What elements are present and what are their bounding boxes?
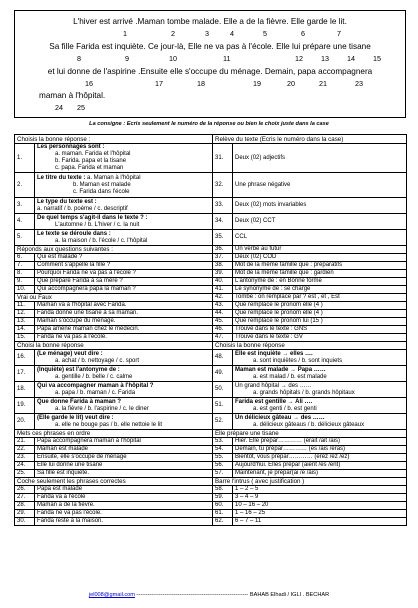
- order-22[interactable]: Maman est malade: [35, 446, 213, 454]
- releve-35[interactable]: CCL: [233, 230, 407, 246]
- statement-11[interactable]: Maman va à l'hôpital avec Farida.: [35, 302, 213, 310]
- question-6[interactable]: Qui est malade ?: [35, 254, 213, 262]
- statement-13[interactable]: Maman s'occupe du ménage.: [35, 318, 213, 326]
- conj-56[interactable]: Aujourd'hui. Elles prépar (aient /es /ent): [233, 462, 407, 470]
- question-19[interactable]: Que donne Farida à maman ? a. la fièvre / b. l'aspirine / c. le diner: [35, 398, 213, 414]
- passage-line-4: maman à l'hôpital.: [39, 91, 106, 100]
- question-2[interactable]: Le titre du texte : a. Maman à l'hôpital b. Maman est malade c. Farida dans l'école: [35, 173, 213, 198]
- intrus-62[interactable]: 6 – 7 – 11: [233, 518, 407, 526]
- sentence-27[interactable]: Farida va à l'école: [35, 494, 213, 502]
- intrus-59[interactable]: 3 – 4 – 9: [233, 494, 407, 502]
- section-head-choose: Choisis la bonne réponse :: [15, 135, 213, 144]
- question-49[interactable]: Maman est malade → Papa …… a. est malad / b. est malade: [233, 366, 407, 382]
- question-20[interactable]: (Elle garde le lit) veut dire : a. elle ne bouge pas / b. elle nettoie le lit: [35, 414, 213, 430]
- statement-14[interactable]: Papa amène maman chez le médecin.: [35, 326, 213, 334]
- question-16[interactable]: (Le ménage) veut dire : a. achat / b. nettoyage / c. sport: [35, 350, 213, 366]
- conj-54[interactable]: Demain, tu prépar………… (es /ais /eras): [233, 446, 407, 454]
- q-number: 1.: [15, 144, 35, 173]
- sentence-28[interactable]: Maman a de la fièvre.: [35, 502, 213, 510]
- intrus-61[interactable]: 1 – 16 – 25: [233, 510, 407, 518]
- footer: jel008@gmail.com ------------------------------------------------------------ BAHAB Elhadi / IGLI . BECHAR: [88, 592, 330, 598]
- author: BAHAB Elhadi / IGLI . BECHAR: [249, 592, 330, 598]
- passage-line-2: Sa fille Farida est inquiète. Ce jour-là, Elle ne va pas à l'école. Elle lui prépare une tisane: [49, 42, 371, 51]
- intrus-58[interactable]: 1 – 2 – 5: [233, 486, 407, 494]
- section-head-choice: Choisi la bonne réponse: [15, 342, 213, 350]
- question-52[interactable]: Un délicieux gâteau → des …… a. délicieux gâteaus / b. délicieux gâteaux: [233, 414, 407, 430]
- order-23[interactable]: Ensuite, elle s'occupe de ménage: [35, 454, 213, 462]
- order-25[interactable]: Sa fille est inquiète.: [35, 470, 213, 478]
- conj-57[interactable]: Maintenant, je prépar(ai /e /ais): [233, 470, 407, 478]
- question-7[interactable]: Comment s'appelle la fille ?: [35, 262, 213, 270]
- question-3[interactable]: Le type du texte est : a. narratif / b. poème / c. descriptif: [35, 198, 213, 214]
- question-50[interactable]: Un grand hôpital → des …… a. grands hôpitals / b. grands hôpitaux: [233, 382, 407, 398]
- email-link[interactable]: jel008@gmail.com: [88, 592, 135, 598]
- conj-53[interactable]: Hier. Elle prépar………… (erait /ait /ais): [233, 438, 407, 446]
- question-4[interactable]: De quel temps s'agit-il dans le texte ? : L'automne / b. L'hiver / c. la nuit: [35, 214, 213, 230]
- sentence-26[interactable]: Papa est malade: [35, 486, 213, 494]
- text-passage: L'hiver est arrivé .Maman tombe malade. Elle a de la fièvre. Elle garde le lit. 1 2 3 4 5 6 7 Sa fille Farida est inquiète. Ce jour-là, Elle ne va pas à l'école. Elle lui prépare une tisane 8 9 10 11 12 13 14 15 et lui donne de l'aspirine .Ensuite elle s'occupe du ménage. Demain, papa accompagnera 16 17 18 19 20 21 23 maman à l'hôpital. 24 25: [14, 10, 406, 118]
- passage-line-3: et lui donne de l'aspirine .Ensuite elle s'occupe du ménage. Demain, papa accompagnera: [47, 67, 373, 76]
- worksheet-table: Choisis la bonne réponse : Relève du texte (Ecris le numéro dans la case) 1. Les personnages sont : a. maman. Farida et l'hôpital b. Farida. papa et la tisane c. papa. Farida et maman 31. Deux (02) adjectifs 2. Le titre du texte : a. Maman à l'hôpital b. Maman est malade c. Farida dans l'école 32. Une phrase négative 3. Le type du texte est : a. narratif / b. poème / c. descriptif 33. Deux (02) mots invariables 4. De quel temps s'agit-il dans le texte ? : L'automne / b. L'hiver / c. la nuit 34. Deux (02) CCT 5. Le texte se déroule dans : a. la maison / b. l'école / c. l'hôpital 35. CCL Réponds aux questions suivantes : 36. Un verbe au futur 6. Qui est malade ? 37. Deux (02) COD 7. Comment s'appelle la fille ? 38. Mot de la même famille que : préparatifs 8. Pourquoi Farida ne va pas à l'école ? 39. Mot de la même famille que : gardien 9. Que prépare Farida à sa mère ? 40. L'antonyme de : en Bonne forme 10. Qui accompagnera papa la maman ? 41. Le synonyme de : se charge Vrai ou Faux 42. Tombe : on remplace par ? est , et , Est 11. Maman va à l'hôpital avec Farida. 43. Que remplace le pronom elle (4 ) 12. Farida donne une tisane à sa maman. 44. Que remplace le pronom elle (4 ) 13. Maman s'occupe du ménage. 45. Que remplace le pronom lui (15 ) 14. Papa amène maman chez le médecin. 46. Trouve dans le texte : GNS 15. Farida ne va pas à l'école. 47. Trouve dans le texte : GV Choisi la bonne réponse Choisis la bonne réponse 16. (Le ménage) veut dire : a. achat / b. nettoyage / c. sport 48. Elle est inquiète → elles …. a. sont inquiètes / b. sont inquiets 17. (Inquiète) est l'antonyme de : a. gentille / b. belle / c. calme 49. Maman est malade → Papa …… a. est malad / b. est malade 18. Qui va accompagner maman à l'hôpital ? a. papa / b. maman / c. Farida 50. Un grand hôpital → des …… a. grands hôpitals / b. grands hôpitaux 19. Que donne Farida à maman ? a. la fièvre / b. l'aspirine / c. le diner 51. Farida est gentille → Ali …. a. est genti / b. est genti 20. (Elle garde le lit) veut dire : a. elle ne bouge pas / b. elle nettoie le lit 52. Un délicieux gâteau → des …… a. délicieux gâteaus / b. délicieux gâteaux Mets ces phrases en ordre Elle prépare une tisane 21. Papa accompagnera maman à l'hôpital 53. Hier. Elle prépar………… (erait /ait /ais) 22. Maman est malade 54. Demain, tu prépar………… (es /ais /eras) 23. Ensuite, elle s'occupe de ménage 55. Bientôt, vous prépar………… (erez /ez /ez) 24. Elle lui donne une tisane 56. Aujourd'hui. Elles prépar (aient /es /ent) 25. Sa fille est inquiète. 57. Maintenant, je prépar(ai /e /ais) Coche seulement les phrases correctes Barre l'intrus ( avec justification ) 26. Papa est malade 58. 1 – 2 – 5 27. Farida va à l'école 59. 3 – 4 – 9 28. Maman a de la fièvre. 60. 10 – 16 – 20 29. Farida ne va pas l'école. 61. 1 – 16 – 25 30. Farida reste à la maison. 62. 6 – 7 – 11: [14, 134, 407, 526]
- question-1[interactable]: Les personnages sont : a. maman. Farida et l'hôpital b. Farida. papa et la tisane c. papa. Farida et maman: [35, 144, 213, 173]
- section-head-releve: Relève du texte (Ecris le numéro dans la case): [213, 135, 407, 144]
- releve-31[interactable]: Deux (02) adjectifs: [233, 144, 407, 173]
- statement-15[interactable]: Farida ne va pas à l'école.: [35, 334, 213, 342]
- question-48[interactable]: Elle est inquiète → elles …. a. sont inquiètes / b. sont inquiets: [233, 350, 407, 366]
- intrus-60[interactable]: 10 – 16 – 20: [233, 502, 407, 510]
- section-head-choice-right: Choisis la bonne réponse: [213, 342, 407, 350]
- releve-33[interactable]: Deux (02) mots invariables: [233, 198, 407, 214]
- section-head-truefalse: Vrai ou Faux: [15, 294, 213, 302]
- passage-line-1: L'hiver est arrivé .Maman tombe malade. Elle a de la fièvre. Elle garde le lit.: [73, 17, 347, 26]
- question-5[interactable]: Le texte se déroule dans : a. la maison / b. l'école / c. l'hôpital: [35, 230, 213, 246]
- order-21[interactable]: Papa accompagnera maman à l'hôpital: [35, 438, 213, 446]
- conj-55[interactable]: Bientôt, vous prépar………… (erez /ez /ez): [233, 454, 407, 462]
- section-head-order: Mets ces phrases en ordre: [15, 430, 213, 438]
- question-17[interactable]: (Inquiète) est l'antonyme de : a. gentille / b. belle / c. calme: [35, 366, 213, 382]
- statement-12[interactable]: Farida donne une tisane à sa maman.: [35, 310, 213, 318]
- section-head-intrus: Barre l'intrus ( avec justification ): [213, 478, 407, 486]
- releve-32[interactable]: Une phrase négative: [233, 173, 407, 198]
- order-24[interactable]: Elle lui donne une tisane: [35, 462, 213, 470]
- question-9[interactable]: Que prépare Farida à sa mère ?: [35, 278, 213, 286]
- sentence-29[interactable]: Farida ne va pas l'école.: [35, 510, 213, 518]
- sentence-30[interactable]: Farida reste à la maison.: [35, 518, 213, 526]
- section-head-check: Coche seulement les phrases correctes: [15, 478, 213, 486]
- section-head-answer: Réponds aux questions suivantes :: [15, 246, 213, 254]
- instruction: La consigne : Ecris seulement le numéro de la réponse ou bien le choix juste dans la case: [89, 121, 329, 127]
- question-51[interactable]: Farida est gentille → Ali …. a. est genti / b. est genti: [233, 398, 407, 414]
- question-10[interactable]: Qui accompagnera papa la maman ?: [35, 286, 213, 294]
- section-head-conjugate: Elle prépare une tisane: [213, 430, 407, 438]
- question-8[interactable]: Pourquoi Farida ne va pas à l'école ?: [35, 270, 213, 278]
- releve-34[interactable]: Deux (02) CCT: [233, 214, 407, 230]
- question-18[interactable]: Qui va accompagner maman à l'hôpital ? a. papa / b. maman / c. Farida: [35, 382, 213, 398]
